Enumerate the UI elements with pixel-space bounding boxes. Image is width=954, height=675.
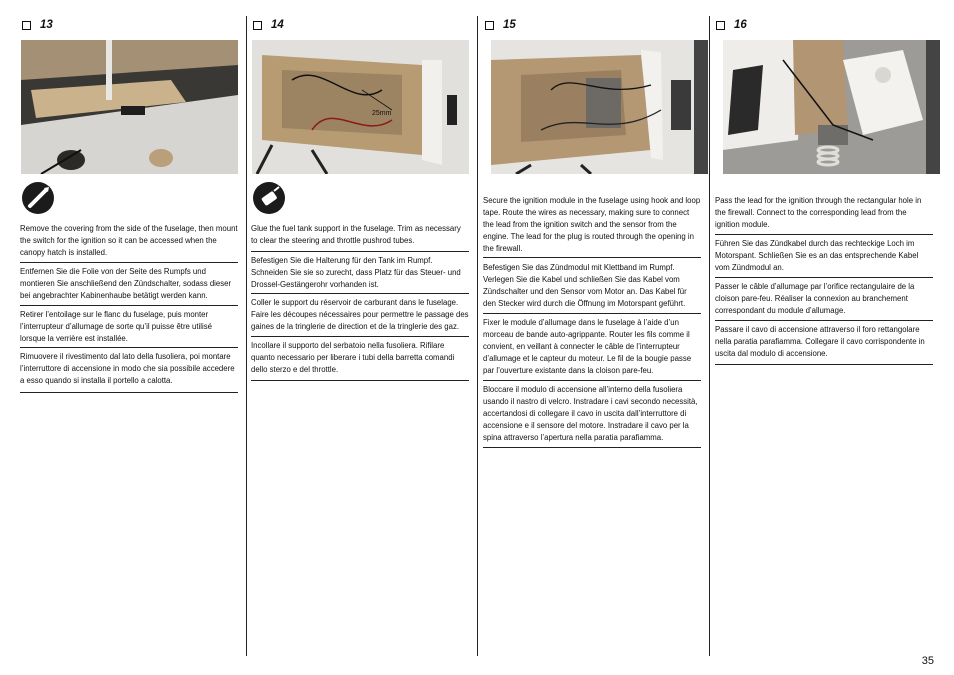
step-14-header <box>253 18 284 32</box>
divider <box>715 320 933 321</box>
divider <box>715 277 933 278</box>
divider <box>20 392 238 393</box>
step-16-header <box>716 18 747 32</box>
step-number: 13 <box>40 19 53 31</box>
text-french: Fixer le module d’allumage dans le fuselage à l’aide d’un morceau de bande auto-agrippante. Router les fils comme il convient, en veillant à connecter le câble de l’interrupteur d’allumage et le capteur du moteur. Le fil de la bougie passe par l’ouverture existante dans la cloison pare-feu. <box>483 318 692 375</box>
divider <box>20 305 238 306</box>
step-number: 15 <box>503 19 516 31</box>
column-divider <box>246 16 247 656</box>
text-german: Befestigen Sie die Halterung für den Tank im Rumpf. Schneiden Sie sie so zurecht, dass Platz für das Steuer- und Drossel-Gestängerohr vorhanden ist. <box>251 256 461 289</box>
divider <box>483 380 701 381</box>
checkbox-icon[interactable] <box>716 21 725 30</box>
text-german: Befestigen Sie das Zündmodul mit Klettband im Rumpf. Verlegen Sie die Kabel und schließen Sie das Kabel vom Zündschalter und den Sensor vom Motor an. Das Kabel für den Stecker wird durch die Öffnung im Motorspant geführt. <box>483 263 687 308</box>
glue-bottle-tool-icon <box>253 182 285 214</box>
divider <box>715 234 933 235</box>
text-english: Glue the fuel tank support in the fuselage. Trim as necessary to clear the steering and throttle pushrod tubes. <box>251 224 461 245</box>
text-german: Führen Sie das Zündkabel durch das rechteckige Loch im Motorspant. Schließen Sie es an das entsprechende Kabel vom Zündmodul an. <box>715 239 919 272</box>
divider <box>251 293 469 294</box>
column-divider <box>709 16 710 656</box>
text-french: Retirer l’entoilage sur le flanc du fuselage, puis monter l’interrupteur d’allumage de sorte qu’il puisse être utilisé lorsque la verrière est installée. <box>20 310 212 343</box>
photo-label: 25mm <box>372 110 392 117</box>
divider <box>251 251 469 252</box>
text-french: Coller le support du réservoir de carburant dans le fuselage. Faire les découpes nécessaires pour permettre le passage des gaines de la tringlerie de direction et de la tringlerie des gaz. <box>251 298 469 331</box>
step-13-photo <box>21 40 238 174</box>
divider <box>251 336 469 337</box>
text-english: Pass the lead for the ignition through the rectangular hole in the firewall. Connect to the corresponding lead from the ignition module. <box>715 196 922 229</box>
text-italian: Bloccare il modulo di accensione all’interno della fusoliera usando il nastro di velcro. Instradare i cavi secondo necessità, accertandosi di collegare il cavo in uscita dall’interruttore di accensione e il sensore del motore. Instradare il cavo per la spina attraverso l’apertura nella paratia parafiamma. <box>483 385 698 442</box>
text-italian: Passare il cavo di accensione attraverso il foro rettangolare nella paratia parafiamma. Collegare il cavo corrispondente in uscita dal modulo di accensione. <box>715 325 925 358</box>
step-number: 16 <box>734 19 747 31</box>
divider <box>20 262 238 263</box>
text-italian: Incollare il supporto del serbatoio nella fusoliera. Rifilare quanto necessario per liberare i tubi della barretta comandi dello sterzo e del throttle. <box>251 341 455 374</box>
text-french: Passer le câble d’allumage par l’orifice rectangulaire de la cloison pare-feu. Réaliser la connexion au branchement correspondant du module d’allumage. <box>715 282 915 315</box>
step-15-header <box>485 18 516 32</box>
text-italian: Rimuovere il rivestimento dal lato della fusoliera, poi montare l’interruttore di accensione in modo che sia possibile accedere a esso quando si installa il portello a calotta. <box>20 352 235 385</box>
divider <box>483 257 701 258</box>
checkbox-icon[interactable] <box>485 21 494 30</box>
column-divider <box>477 16 478 656</box>
checkbox-icon[interactable] <box>253 21 262 30</box>
step-14-photo <box>252 40 469 174</box>
checkbox-icon[interactable] <box>22 21 31 30</box>
step-16-photo <box>723 40 940 174</box>
text-english: Secure the ignition module in the fuselage using hook and loop tape. Route the wires as necessary, making sure to connect the lead from the ignition switch and the sensor from the engine. The lead for the plug is routed through the opening in the firewall. <box>483 196 701 253</box>
divider <box>20 347 238 348</box>
step-15-photo <box>491 40 708 174</box>
divider <box>715 364 933 365</box>
page-number: 35 <box>921 655 934 667</box>
divider <box>251 380 469 381</box>
step-13-header <box>22 18 53 32</box>
hobby-knife-tool-icon <box>22 182 54 214</box>
text-german: Entfernen Sie die Folie von der Seite des Rumpfs und montieren Sie anschließend den Zündschalter, sodass dieser bei angebrachter Kabinenhaube betätigt werden kann. <box>20 267 232 300</box>
divider <box>483 447 701 448</box>
divider <box>483 313 701 314</box>
step-number: 14 <box>271 19 284 31</box>
text-english: Remove the covering from the side of the fuselage, then mount the switch for the ignition so it can be accessed when the canopy hatch is installed. <box>20 224 238 257</box>
